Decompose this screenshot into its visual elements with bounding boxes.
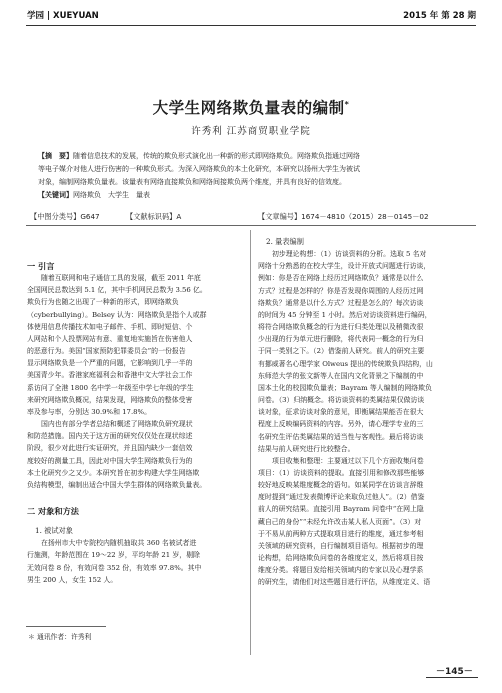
left-column <box>27 260 243 586</box>
meta-divider <box>26 225 476 226</box>
title-footnote-mark: * <box>344 99 350 109</box>
issue-info: 2015 年 第 28 期 <box>403 11 476 21</box>
clc-number: 【中图分类号】G647 <box>30 212 100 221</box>
article-title <box>0 96 502 118</box>
header-rule <box>26 25 476 26</box>
page-number: －145－ <box>436 667 473 677</box>
keywords-label: 【关键词】 <box>38 191 73 199</box>
author-line: 许秀利 江苏商贸职业学院 <box>191 126 311 137</box>
journal-name: 学园 | XUEYUAN <box>27 11 99 21</box>
abstract-label: 【摘 要】 <box>38 152 73 160</box>
keywords-line <box>38 189 466 202</box>
document-code: 【文献标识码】A <box>126 212 182 221</box>
intro-paragraph-1: 随着互联网和电子通信工具的发展，截至 2011 年底 全国网民总数达到 5.1 亿，其中手机网民总数为 3.56 亿。 欺负行为也随之出现了一种新的形式，即网络欺负 （cyberbullying）。Belsey 认为：网络欺负是指个人或群 体使用信息传播技术如电子邮件、手机、即时短信、个 人网站和个人投票网站有意、重复地实施旨在伤害他人 的恶意行为。美国“国家预防犯罪委员会”的一份报告 显示网络欺负是一个严重的问题，它影响到几乎一半的 美国青少年。香港家庭福利会和香港中文大学社会工作 系访问了全港 1800 名中学一年级至中学七年级的学生 来研究网络欺负概况，结果发现，网络欺负的整体受害 率及参与率，分别达 30.9%和 17.8%。 <box>27 274 207 416</box>
method-heading: 二 对象和方法 <box>27 505 79 516</box>
abstract-line: 【摘 要】随着信息技术的发展，传统的欺负形式演化出一种新的形式即网络欺负。网络欺负指通过网络 <box>38 152 360 160</box>
subsection-scale-construction: 2. 量表编制 <box>266 237 304 246</box>
footnote-rule <box>26 626 106 627</box>
title-text: 大学生网络欺负量表的编制 <box>152 99 345 117</box>
page-number-rule <box>426 677 478 678</box>
theory-paragraph: 初步理论构想：（1）访谈资料的分析。选取 5 名对 网络十分熟悉的在校大学生，设计开放式问题进行访谈， 例如：你是否在网络上经历过网络欺负？通常是以什么 方式？过程是怎样的？你是否发现你周围的人经历过网 络欺负？通常是以什么方式？过程是怎么的？每次访谈 的时间为 45 分钟至 1 小时。然后对访谈资料进行编码， 将符合网络欺负概念的行为进行归类处理以及稍微改很 少出现的行为单元进行删除，将代表同一概念的行为归 于同一类别之下。（2）借鉴前人研究。前人的研究主要 有挪威著名心理学家 Olweus 提出的传统欺负四结构，山 东师范大学的张文新等人在国内文化背景之下编制的中 国本土化的校园欺负量表；Bayram 等人编制的网络欺负 问卷。（3）归纳概念。将访谈资料的类属结果仅做访谈 谈对象，征求访谈对象的意见，即衡属结果能否在很大 程度上反映编码资料的内容。另外，请心理学专业的三 名研究生评估类属结果的适当性与客观性。最后将访谈 结果与前人研究进行比较整合。 <box>258 250 433 453</box>
abstract-block <box>38 150 466 202</box>
subjects-paragraph: 在扬州市大中专院校内随机抽取共 360 名被试者进 行施测，年龄范围在 19～22 岁，平均年龄 21 岁，剔除 无效问卷 8 份，有效问卷 352 份，有效率 97.8%。其中 男生 200 人，女生 152 人。 <box>27 539 202 584</box>
right-column <box>258 236 476 589</box>
footnote: ＊ 通讯作者：许秀利 <box>28 633 92 641</box>
item-collection-paragraph: 项目收集和整理：主要通过以下几个方面收集问卷 项目：（1）访谈资料的提取。直接引用和修改那些能够 较好地反映某维度概念的语句。如某同学在访谈言辞维 度时提到“通过发表微博评论来取负过他人”。（2）借鉴 前人的研究结果。直接引用 Bayram 问卷中“在网上隐 藏自己的身份”“未经允许改击某人私人页面”。（3）对 于不易从前两种方式提取项目进行的维度，通过参考相 关领域的研究资料，自行编制项目语句。根据初步的理 论构想，给网络欺负问卷的各维度定义，然后将项目按 维度分类。将题目发给相关领域内的专家以及心理学系 的研究生，请他们对这些题目进行评估，从维度定义、语 <box>258 456 431 587</box>
keywords: 网络欺负 大学生 量表 <box>73 191 150 199</box>
intro-paragraph-2: 国内也有部分学者总结和概述了网络欺负研究现状 和防范措施。国内关于这方面的研究仅仅处在现状综述 阶段，很少对此进行实证研究，并且国内缺少一套信效 度较好的测量工具，因此对中国大学生网络欺负行为的 本土化研究少之又少。本研究旨在初步构建大学生网络欺 负结构模型，编制出适合中国大学生群体的网络欺负量表。 <box>27 420 207 489</box>
column-divider <box>250 230 251 655</box>
subsection-subjects: 1. 被试对象 <box>35 526 73 536</box>
intro-heading: 一 引言 <box>27 261 55 271</box>
article-number: 【文章编号】1674－4810（2015）28－0145－02 <box>258 212 429 221</box>
abstract-line: 对象，编制网络欺负量表。该量表有网络直接欺负和网络间接欺负两个维度，并具有良好的信效度。 <box>38 178 346 186</box>
abstract-line: 等电子媒介对他人进行伤害的一种欺负形式。为深入网络欺负的本土化研究，本研究以扬州大学生为被试 <box>38 165 360 173</box>
